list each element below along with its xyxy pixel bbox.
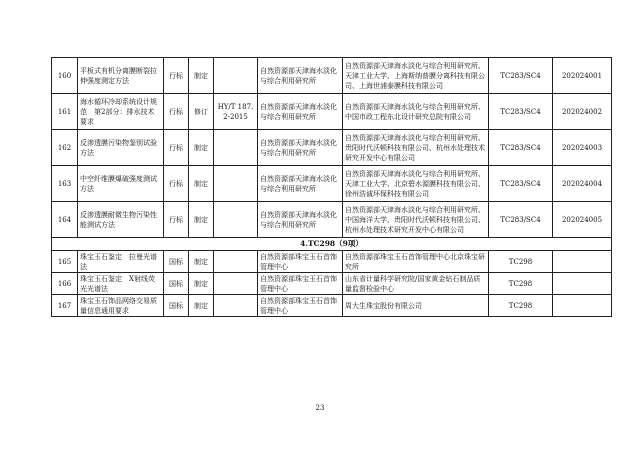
row-number: 162 — [52, 130, 78, 166]
table-row — [52, 295, 612, 317]
standard-name: 中空纤维膜爆破强度测试方法 — [78, 166, 164, 202]
plan-number: 202024001 — [553, 58, 612, 94]
drafting-organizations: 周大生珠宝股份有限公司 — [343, 295, 489, 317]
page-number: 23 — [315, 404, 325, 412]
drafting-organizations: 自然资源部天津海水淡化与综合利用研究所、中国市政工程东北设计研究总院有限公司 — [343, 94, 489, 130]
drafting-organizations: 自然资源部天津海水淡化与综合利用研究所、天津工业大学、北京碧水源膜科技有限公司、徐州浩诚环保科技有限公司 — [343, 166, 489, 202]
row-number: 163 — [52, 166, 78, 202]
standard-type: 行标 — [164, 202, 189, 238]
drafting-organizations: 山东省计量科学研究院/国家黄金钻石制品质量监督检验中心 — [343, 273, 489, 295]
responsible-unit: 自然资源部天津海水淡化与综合利用研究所 — [258, 202, 343, 238]
project-kind: 制定 — [189, 295, 214, 317]
plan-number: 202024003 — [553, 130, 612, 166]
responsible-unit: 自然资源部天津海水淡化与综合利用研究所 — [258, 166, 343, 202]
plan-number — [553, 251, 612, 273]
row-number: 167 — [52, 295, 78, 317]
standard-name: 珠宝玉石鉴定 拉曼光谱法 — [78, 251, 164, 273]
table-row — [52, 58, 612, 94]
row-number: 165 — [52, 251, 78, 273]
table-row — [52, 166, 612, 202]
standard-name: 反渗透膜耐微生物污染性能测试方法 — [78, 202, 164, 238]
row-number: 166 — [52, 273, 78, 295]
drafting-organizations: 自然资源部天津海水淡化与综合利用研究所、天津工业大学、上海斯纳普膜分离科技有限公司、上海世浦泰膜科技有限公司 — [343, 58, 489, 94]
project-kind: 制定 — [189, 130, 214, 166]
technical-committee: TC283/SC4 — [489, 202, 553, 238]
technical-committee: TC298 — [489, 273, 553, 295]
plan-number: 202024004 — [553, 166, 612, 202]
section-title: 4.TC298（9项） — [52, 238, 612, 251]
technical-committee: TC283/SC4 — [489, 166, 553, 202]
project-kind: 修订 — [189, 94, 214, 130]
standard-type: 行标 — [164, 166, 189, 202]
table-row — [52, 273, 612, 295]
plan-number: 202024005 — [553, 202, 612, 238]
row-number: 164 — [52, 202, 78, 238]
plan-number: 202024002 — [553, 94, 612, 130]
responsible-unit: 自然资源部珠宝玉石首饰管理中心 — [258, 273, 343, 295]
standard-type: 国标 — [164, 251, 189, 273]
plan-number — [553, 273, 612, 295]
project-kind: 制定 — [189, 251, 214, 273]
row-number: 160 — [52, 58, 78, 94]
standard-name: 平板式有机分离膜断裂拉伸强度测定方法 — [78, 58, 164, 94]
replaced-standard — [214, 251, 258, 273]
replaced-standard: HY/T 187.2-2015 — [214, 94, 258, 130]
replaced-standard — [214, 130, 258, 166]
standard-name: 反渗透膜污染物鉴别试验方法 — [78, 130, 164, 166]
responsible-unit: 自然资源部天津海水淡化与综合利用研究所 — [258, 94, 343, 130]
responsible-unit: 自然资源部珠宝玉石首饰管理中心 — [258, 251, 343, 273]
plan-number — [553, 295, 612, 317]
standard-type: 行标 — [164, 130, 189, 166]
replaced-standard — [214, 166, 258, 202]
responsible-unit: 自然资源部天津海水淡化与综合利用研究所 — [258, 58, 343, 94]
table-row — [52, 202, 612, 238]
project-kind: 制定 — [189, 166, 214, 202]
responsible-unit: 自然资源部天津海水淡化与综合利用研究所 — [258, 130, 343, 166]
replaced-standard — [214, 58, 258, 94]
standard-type: 国标 — [164, 295, 189, 317]
section-header-row — [52, 238, 612, 251]
technical-committee: TC298 — [489, 295, 553, 317]
standard-type: 行标 — [164, 58, 189, 94]
standard-type: 国标 — [164, 273, 189, 295]
row-number: 161 — [52, 94, 78, 130]
drafting-organizations: 自然资源部天津海水淡化与综合利用研究所、贵阳时代沃顿科技有限公司、杭州水处理技术研究开发中心有限公司 — [343, 130, 489, 166]
project-kind: 制定 — [189, 58, 214, 94]
project-kind: 制定 — [189, 273, 214, 295]
replaced-standard — [214, 202, 258, 238]
standard-type: 行标 — [164, 94, 189, 130]
table-row — [52, 94, 612, 130]
technical-committee: TC283/SC4 — [489, 94, 553, 130]
replaced-standard — [214, 295, 258, 317]
technical-committee: TC283/SC4 — [489, 58, 553, 94]
technical-committee: TC283/SC4 — [489, 130, 553, 166]
project-kind: 制定 — [189, 202, 214, 238]
replaced-standard — [214, 273, 258, 295]
standards-table — [51, 57, 612, 317]
standard-name: 珠宝玉石鉴定 X射线荧光光谱法 — [78, 273, 164, 295]
drafting-organizations: 自然资源部珠宝玉石首饰管理中心北京珠宝研究所 — [343, 251, 489, 273]
technical-committee: TC298 — [489, 251, 553, 273]
standard-name: 海水循环冷却系统设计规范 第2部分：排水技术要求 — [78, 94, 164, 130]
standard-name: 珠宝玉石饰品网络交易质量信息通用要求 — [78, 295, 164, 317]
drafting-organizations: 自然资源部天津海水淡化与综合利用研究所、中国海洋大学、贵阳时代沃顿科技有限公司、杭州水处理技术研究开发中心有限公司 — [343, 202, 489, 238]
responsible-unit: 自然资源部珠宝玉石首饰管理中心 — [258, 295, 343, 317]
table-row — [52, 251, 612, 273]
table-row — [52, 130, 612, 166]
